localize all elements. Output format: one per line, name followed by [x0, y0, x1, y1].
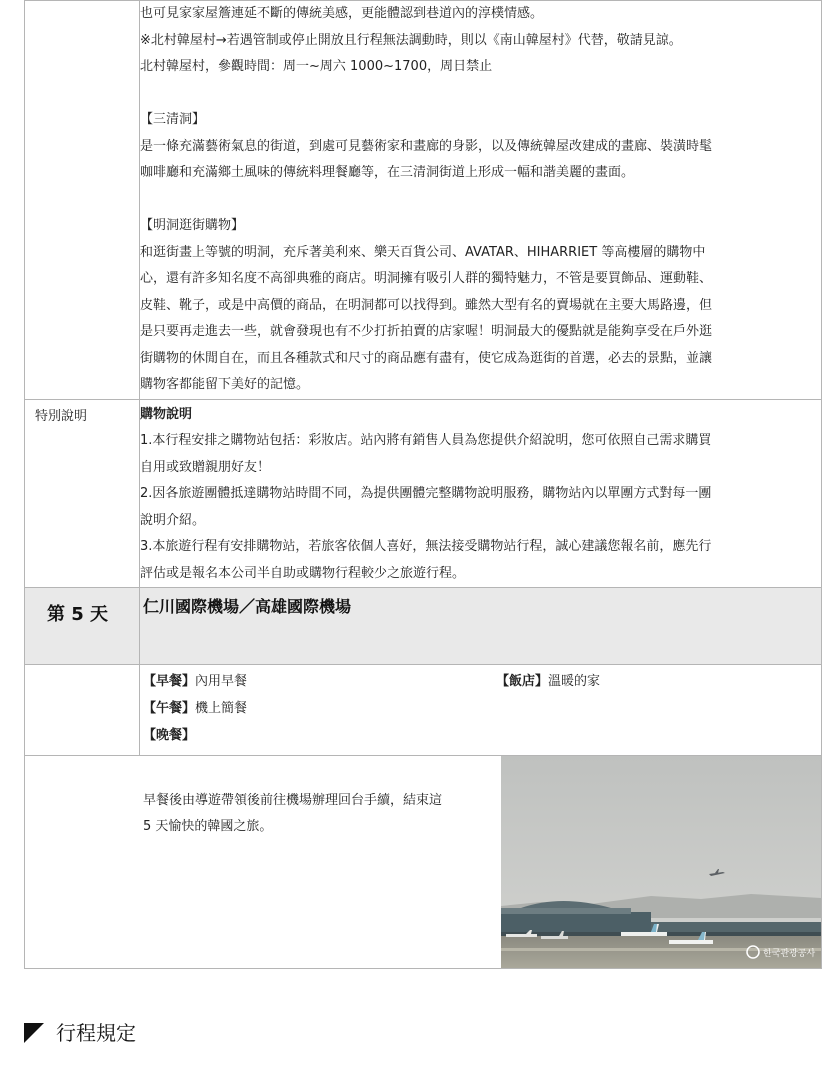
- description-line: 5 天愉快的韓國之旅。: [143, 819, 273, 834]
- itinerary-document: [24, 0, 822, 969]
- day4-label-cell: [25, 1, 140, 400]
- special-notes-row: [25, 399, 822, 588]
- samcheong-heading: 【三清洞】: [140, 112, 206, 127]
- note-line: 1.本行程安排之購物站包括：彩妝店。站內將有銷售人員為您提供介紹說明，您可依照自己需求購買: [140, 433, 712, 448]
- lunch-label: 【午餐】: [143, 701, 196, 716]
- dinner-label: 【晚餐】: [143, 728, 196, 743]
- special-notes-content: [140, 399, 822, 588]
- hotel-value: 溫暖的家: [548, 674, 601, 689]
- photo-watermark: 한국관광공사: [763, 949, 816, 959]
- day5-title: 仁川國際機場／高雄國際機場: [140, 588, 822, 665]
- paragraph-line: 是只要再走進去一些，就會發現也有不少打折拍賣的店家喔！明洞最大的優點就是能夠享受在戶外逛: [140, 324, 713, 339]
- day4-content-row: [25, 1, 822, 400]
- paragraph-line: ※北村韓屋村→若遇管制或停止開放且行程無法調動時，則以《南山韓屋村》代替，敬請見諒。: [140, 32, 682, 48]
- day5-description-cell: [25, 756, 822, 969]
- day5-header-row: [25, 588, 822, 665]
- paragraph-line: 咖啡廳和充滿鄉土風味的傳統料理餐廳等，在三清洞街道上形成一幅和諧美麗的畫面。: [140, 165, 635, 180]
- meals-label-cell: [25, 665, 140, 756]
- day5-description-row: [25, 756, 822, 969]
- note-line: 3.本旅遊行程有安排購物站，若旅客依個人喜好，無法接受購物站行程，誠心建議您報名前，應先行: [140, 539, 712, 554]
- breakfast-value: 內用早餐: [195, 674, 248, 689]
- breakfast-row: [143, 668, 821, 695]
- day4-content-cell: [140, 1, 822, 400]
- paragraph-line: 皮鞋、靴子，或是中高價的商品，在明洞都可以找得到。雖然大型有名的賣場就在主要大馬路邊，但: [140, 297, 713, 313]
- day5-description: [143, 788, 495, 840]
- triangle-marker-icon: [24, 1023, 44, 1043]
- paragraph-line: 購物客都能留下美好的記憶。: [140, 377, 310, 392]
- note-line: 說明介紹。: [140, 512, 206, 528]
- paragraph-line: 和逛街畫上等號的明洞，充斥著美利來、樂天百貨公司、AVATAR、HIHARRIET 等高樓層的購物中: [140, 244, 706, 260]
- section-title: 行程規定: [56, 1021, 136, 1045]
- myeongdong-heading: 【明洞逛街購物】: [140, 218, 245, 233]
- lunch-row: [143, 695, 821, 722]
- description-line: 早餐後由導遊帶領後前往機場辦理回台手續，結束這: [143, 793, 443, 808]
- breakfast-label: 【早餐】: [143, 674, 196, 689]
- day5-label: 第 5 天: [25, 588, 140, 665]
- paragraph-line: 是一條充滿藝術氣息的街道，到處可見藝術家和畫廊的身影，以及傳統韓屋改建成的畫廊、裝潢時髦: [140, 138, 713, 154]
- hotel-info: [496, 668, 600, 695]
- day5-meals-row: [25, 665, 822, 756]
- airport-photo-icon: [501, 756, 821, 968]
- note-line: 評估或是報名本公司半自助或購物行程較少之旅遊行程。: [140, 565, 466, 581]
- note-line: 2.因各旅遊團體抵達購物站時間不同，為提供團體完整購物說明服務，購物站內以單團方式對每一團: [140, 486, 712, 501]
- hotel-label: 【飯店】: [496, 674, 549, 689]
- paragraph-line: 北村韓屋村，參觀時間：周一~周六 1000~1700，周日禁止: [140, 59, 493, 74]
- special-notes-label: 特別說明: [25, 399, 140, 588]
- meals-cell: [140, 665, 822, 756]
- shopping-heading: 購物說明: [140, 406, 193, 422]
- paragraph-line: 街購物的休閒自在，而且各種款式和尺寸的商品應有盡有，使它成為逛街的首選，必去的景點，並讓: [140, 350, 713, 366]
- lunch-value: 機上簡餐: [195, 701, 248, 716]
- note-line: 自用或致贈親朋好友！: [140, 459, 271, 475]
- dinner-row: [143, 722, 821, 749]
- paragraph-line: 也可見家家屋簷連延不斷的傳統美感，更能體認到巷道內的淳樸情感。: [140, 6, 544, 21]
- itinerary-table: [24, 0, 822, 969]
- paragraph-line: 心，還有許多知名度不高卻典雅的商店。明洞擁有吸引人群的獨特魅力，不管是要買飾品、運動鞋、: [140, 271, 713, 286]
